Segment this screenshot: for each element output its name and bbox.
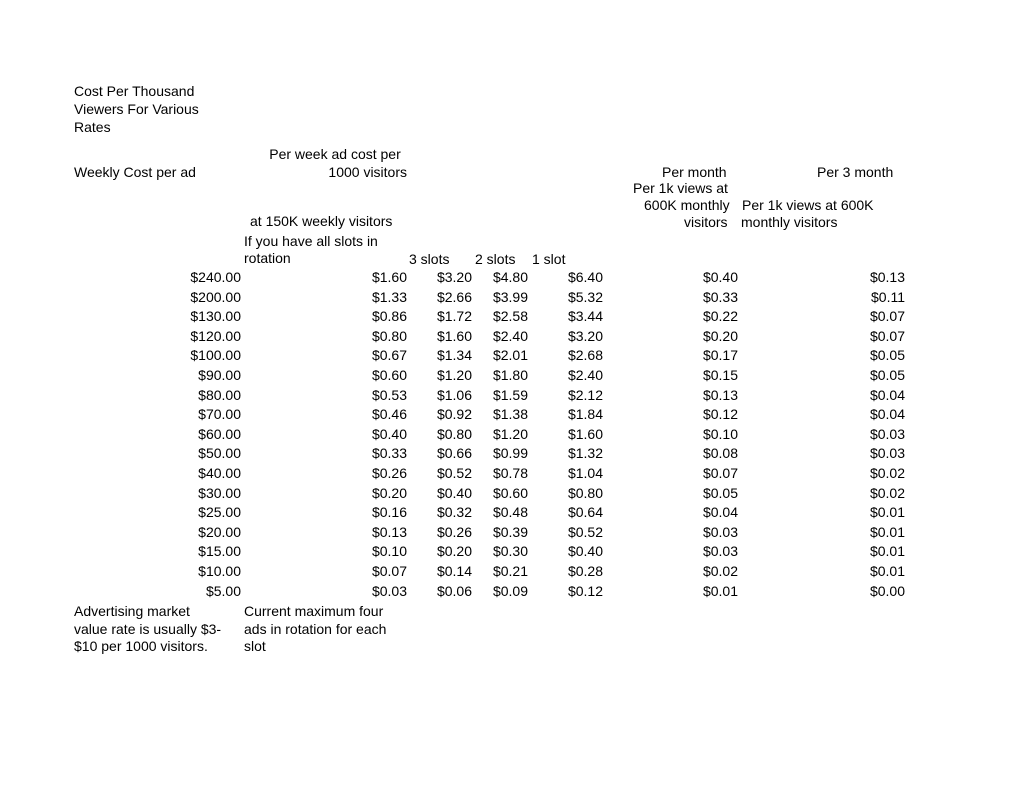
per-3-month-cell: $0.03 [869,445,905,462]
table-row [0,367,1024,387]
per-1k-cell: $0.03 [371,582,407,599]
header-per-month-sub-1: Per 1k views at [633,180,728,196]
per-3-month-cell: $0.04 [869,386,905,403]
slots-1-cell: $2.40 [567,366,603,383]
per-month-cell: $0.40 [702,269,738,285]
per-month-cell: $0.33 [702,288,738,305]
header-per-3-month-sub-1: Per 1k views at 600K [742,197,874,213]
per-1k-cell: $0.07 [371,562,407,579]
per-3-month-cell: $0.02 [869,484,905,501]
weekly-cost-cell: $120.00 [190,327,241,344]
slots-2-cell: $0.78 [492,464,528,481]
slots-3-cell: $0.80 [436,425,472,442]
per-1k-cell: $0.60 [371,366,407,383]
slots-3-cell: $0.20 [436,543,472,560]
table-row [0,563,1024,583]
slots-1-cell: $1.04 [567,464,603,481]
per-month-cell: $0.17 [702,347,738,364]
slots-1-cell: $0.80 [567,484,603,501]
weekly-cost-cell: $100.00 [190,347,241,364]
header-per-week-line-2: 1000 visitors [328,164,407,180]
slots-2-cell: $0.30 [492,543,528,560]
slots-1-cell: $0.28 [567,562,603,579]
per-month-cell: $0.05 [702,484,738,501]
per-month-cell: $0.08 [702,445,738,462]
table-row [0,485,1024,505]
per-1k-cell: $0.16 [371,504,407,521]
table-row [0,504,1024,524]
slots-2-cell: $2.58 [492,308,528,325]
slots-2-cell: $4.80 [492,269,528,285]
footer-note-right-line-2: ads in rotation for each [244,621,387,637]
per-1k-cell: $0.10 [371,543,407,560]
slots-3-cell: $0.06 [436,582,472,599]
footer-note-left-line-3: $10 per 1000 visitors. [74,638,208,654]
slots-3-cell: $1.72 [436,308,472,325]
table-row [0,426,1024,446]
footer-note-right-line-3: slot [244,638,266,654]
header-3-slots: 3 slots [409,251,450,267]
per-1k-cell: $0.80 [371,327,407,344]
slots-3-cell: $0.14 [436,562,472,579]
per-month-cell: $0.04 [702,504,738,521]
table-row [0,465,1024,485]
slots-3-cell: $1.20 [436,366,472,383]
weekly-cost-cell: $5.00 [205,582,241,599]
per-3-month-cell: $0.07 [869,308,905,325]
table-row [0,524,1024,544]
per-3-month-cell: $0.03 [869,425,905,442]
weekly-cost-cell: $10.00 [198,562,241,579]
slots-3-cell: $2.66 [436,288,472,305]
table-row [0,289,1024,309]
weekly-cost-cell: $40.00 [198,464,241,481]
per-3-month-cell: $0.01 [869,543,905,560]
header-all-slots-line-1: If you have all slots in [244,233,378,249]
header-1-slot: 1 slot [532,251,566,267]
per-1k-cell: $1.60 [371,269,407,285]
per-month-cell: $0.20 [702,327,738,344]
per-1k-cell: $0.67 [371,347,407,364]
per-3-month-cell: $0.05 [869,347,905,364]
slots-1-cell: $2.12 [567,386,603,403]
per-1k-cell: $0.20 [371,484,407,501]
slots-1-cell: $0.64 [567,504,603,521]
per-3-month-cell: $0.13 [869,269,905,285]
header-per-month: Per month [662,164,727,180]
weekly-cost-cell: $90.00 [198,366,241,383]
per-1k-cell: $0.40 [371,425,407,442]
slots-1-cell: $5.32 [567,288,603,305]
per-3-month-cell: $0.00 [869,582,905,599]
per-1k-cell: $0.33 [371,445,407,462]
per-1k-cell: $1.33 [371,288,407,305]
slots-3-cell: $0.52 [436,464,472,481]
header-per-week-line-3: at 150K weekly visitors [250,213,393,229]
footer-note-left-line-1: Advertising market [74,603,190,619]
slots-2-cell: $0.21 [492,562,528,579]
slots-1-cell: $1.84 [567,406,603,423]
table-row [0,328,1024,348]
footer-note-right-line-1: Current maximum four [244,603,384,619]
per-3-month-cell: $0.01 [869,562,905,579]
slots-1-cell: $3.20 [567,327,603,344]
slots-2-cell: $0.39 [492,523,528,540]
header-per-3-month: Per 3 month [817,164,894,180]
table-row [0,543,1024,563]
page-title-line-1: Cost Per Thousand [74,83,195,99]
slots-1-cell: $3.44 [567,308,603,325]
footer-note-left-line-2: value rate is usually $3- [74,621,222,637]
slots-1-cell: $2.68 [567,347,603,364]
weekly-cost-cell: $25.00 [198,504,241,521]
per-3-month-cell: $0.02 [869,464,905,481]
weekly-cost-cell: $30.00 [198,484,241,501]
per-month-cell: $0.13 [702,386,738,403]
weekly-cost-cell: $200.00 [190,288,241,305]
per-1k-cell: $0.13 [371,523,407,540]
per-1k-cell: $0.46 [371,406,407,423]
weekly-cost-cell: $70.00 [198,406,241,423]
per-3-month-cell: $0.05 [869,366,905,383]
per-month-cell: $0.02 [702,562,738,579]
slots-3-cell: $0.66 [436,445,472,462]
page-title-line-3: Rates [74,119,111,135]
slots-2-cell: $0.99 [492,445,528,462]
weekly-cost-cell: $60.00 [198,425,241,442]
per-1k-cell: $0.26 [371,464,407,481]
slots-1-cell: $0.40 [567,543,603,560]
table-row [0,269,1024,289]
slots-2-cell: $2.01 [492,347,528,364]
slots-1-cell: $1.32 [567,445,603,462]
slots-2-cell: $0.48 [492,504,528,521]
slots-3-cell: $0.32 [436,504,472,521]
per-month-cell: $0.15 [702,366,738,383]
per-3-month-cell: $0.04 [869,406,905,423]
header-2-slots: 2 slots [475,251,516,267]
header-weekly-cost: Weekly Cost per ad [74,164,196,180]
slots-1-cell: $1.60 [567,425,603,442]
slots-1-cell: $0.52 [567,523,603,540]
header-per-month-sub-2: 600K monthly [644,197,730,213]
slots-1-cell: $0.12 [567,582,603,599]
slots-1-cell: $6.40 [567,269,603,285]
page-title-line-2: Viewers For Various [74,101,199,117]
per-month-cell: $0.01 [702,582,738,599]
weekly-cost-cell: $50.00 [198,445,241,462]
table-row [0,445,1024,465]
header-per-3-month-sub-2: monthly visitors [741,214,838,230]
weekly-cost-cell: $15.00 [198,543,241,560]
weekly-cost-cell: $240.00 [190,269,241,285]
table-row [0,308,1024,328]
slots-3-cell: $3.20 [436,269,472,285]
per-1k-cell: $0.53 [371,386,407,403]
table-row [0,347,1024,367]
slots-2-cell: $1.80 [492,366,528,383]
per-month-cell: $0.22 [702,308,738,325]
per-3-month-cell: $0.07 [869,327,905,344]
slots-2-cell: $1.20 [492,425,528,442]
weekly-cost-cell: $80.00 [198,386,241,403]
weekly-cost-cell: $20.00 [198,523,241,540]
per-1k-cell: $0.86 [371,308,407,325]
per-month-cell: $0.03 [702,543,738,560]
per-month-cell: $0.07 [702,464,738,481]
per-month-cell: $0.03 [702,523,738,540]
slots-3-cell: $0.40 [436,484,472,501]
slots-2-cell: $2.40 [492,327,528,344]
table-row [0,387,1024,407]
slots-2-cell: $1.38 [492,406,528,423]
slots-3-cell: $1.06 [436,386,472,403]
per-3-month-cell: $0.11 [871,288,905,305]
slots-2-cell: $0.09 [492,582,528,599]
header-per-month-sub-3: visitors [684,214,728,230]
slots-3-cell: $1.60 [436,327,472,344]
rates-table [0,269,1024,602]
weekly-cost-cell: $130.00 [190,308,241,325]
slots-3-cell: $0.26 [436,523,472,540]
slots-2-cell: $0.60 [492,484,528,501]
header-all-slots-line-2: rotation [244,250,291,266]
slots-2-cell: $1.59 [492,386,528,403]
slots-2-cell: $3.99 [492,288,528,305]
table-row [0,406,1024,426]
table-row [0,583,1024,603]
per-month-cell: $0.10 [702,425,738,442]
per-3-month-cell: $0.01 [869,523,905,540]
slots-3-cell: $0.92 [436,406,472,423]
header-per-week-line-1: Per week ad cost per [269,146,401,162]
slots-3-cell: $1.34 [436,347,472,364]
per-month-cell: $0.12 [702,406,738,423]
per-3-month-cell: $0.01 [869,504,905,521]
